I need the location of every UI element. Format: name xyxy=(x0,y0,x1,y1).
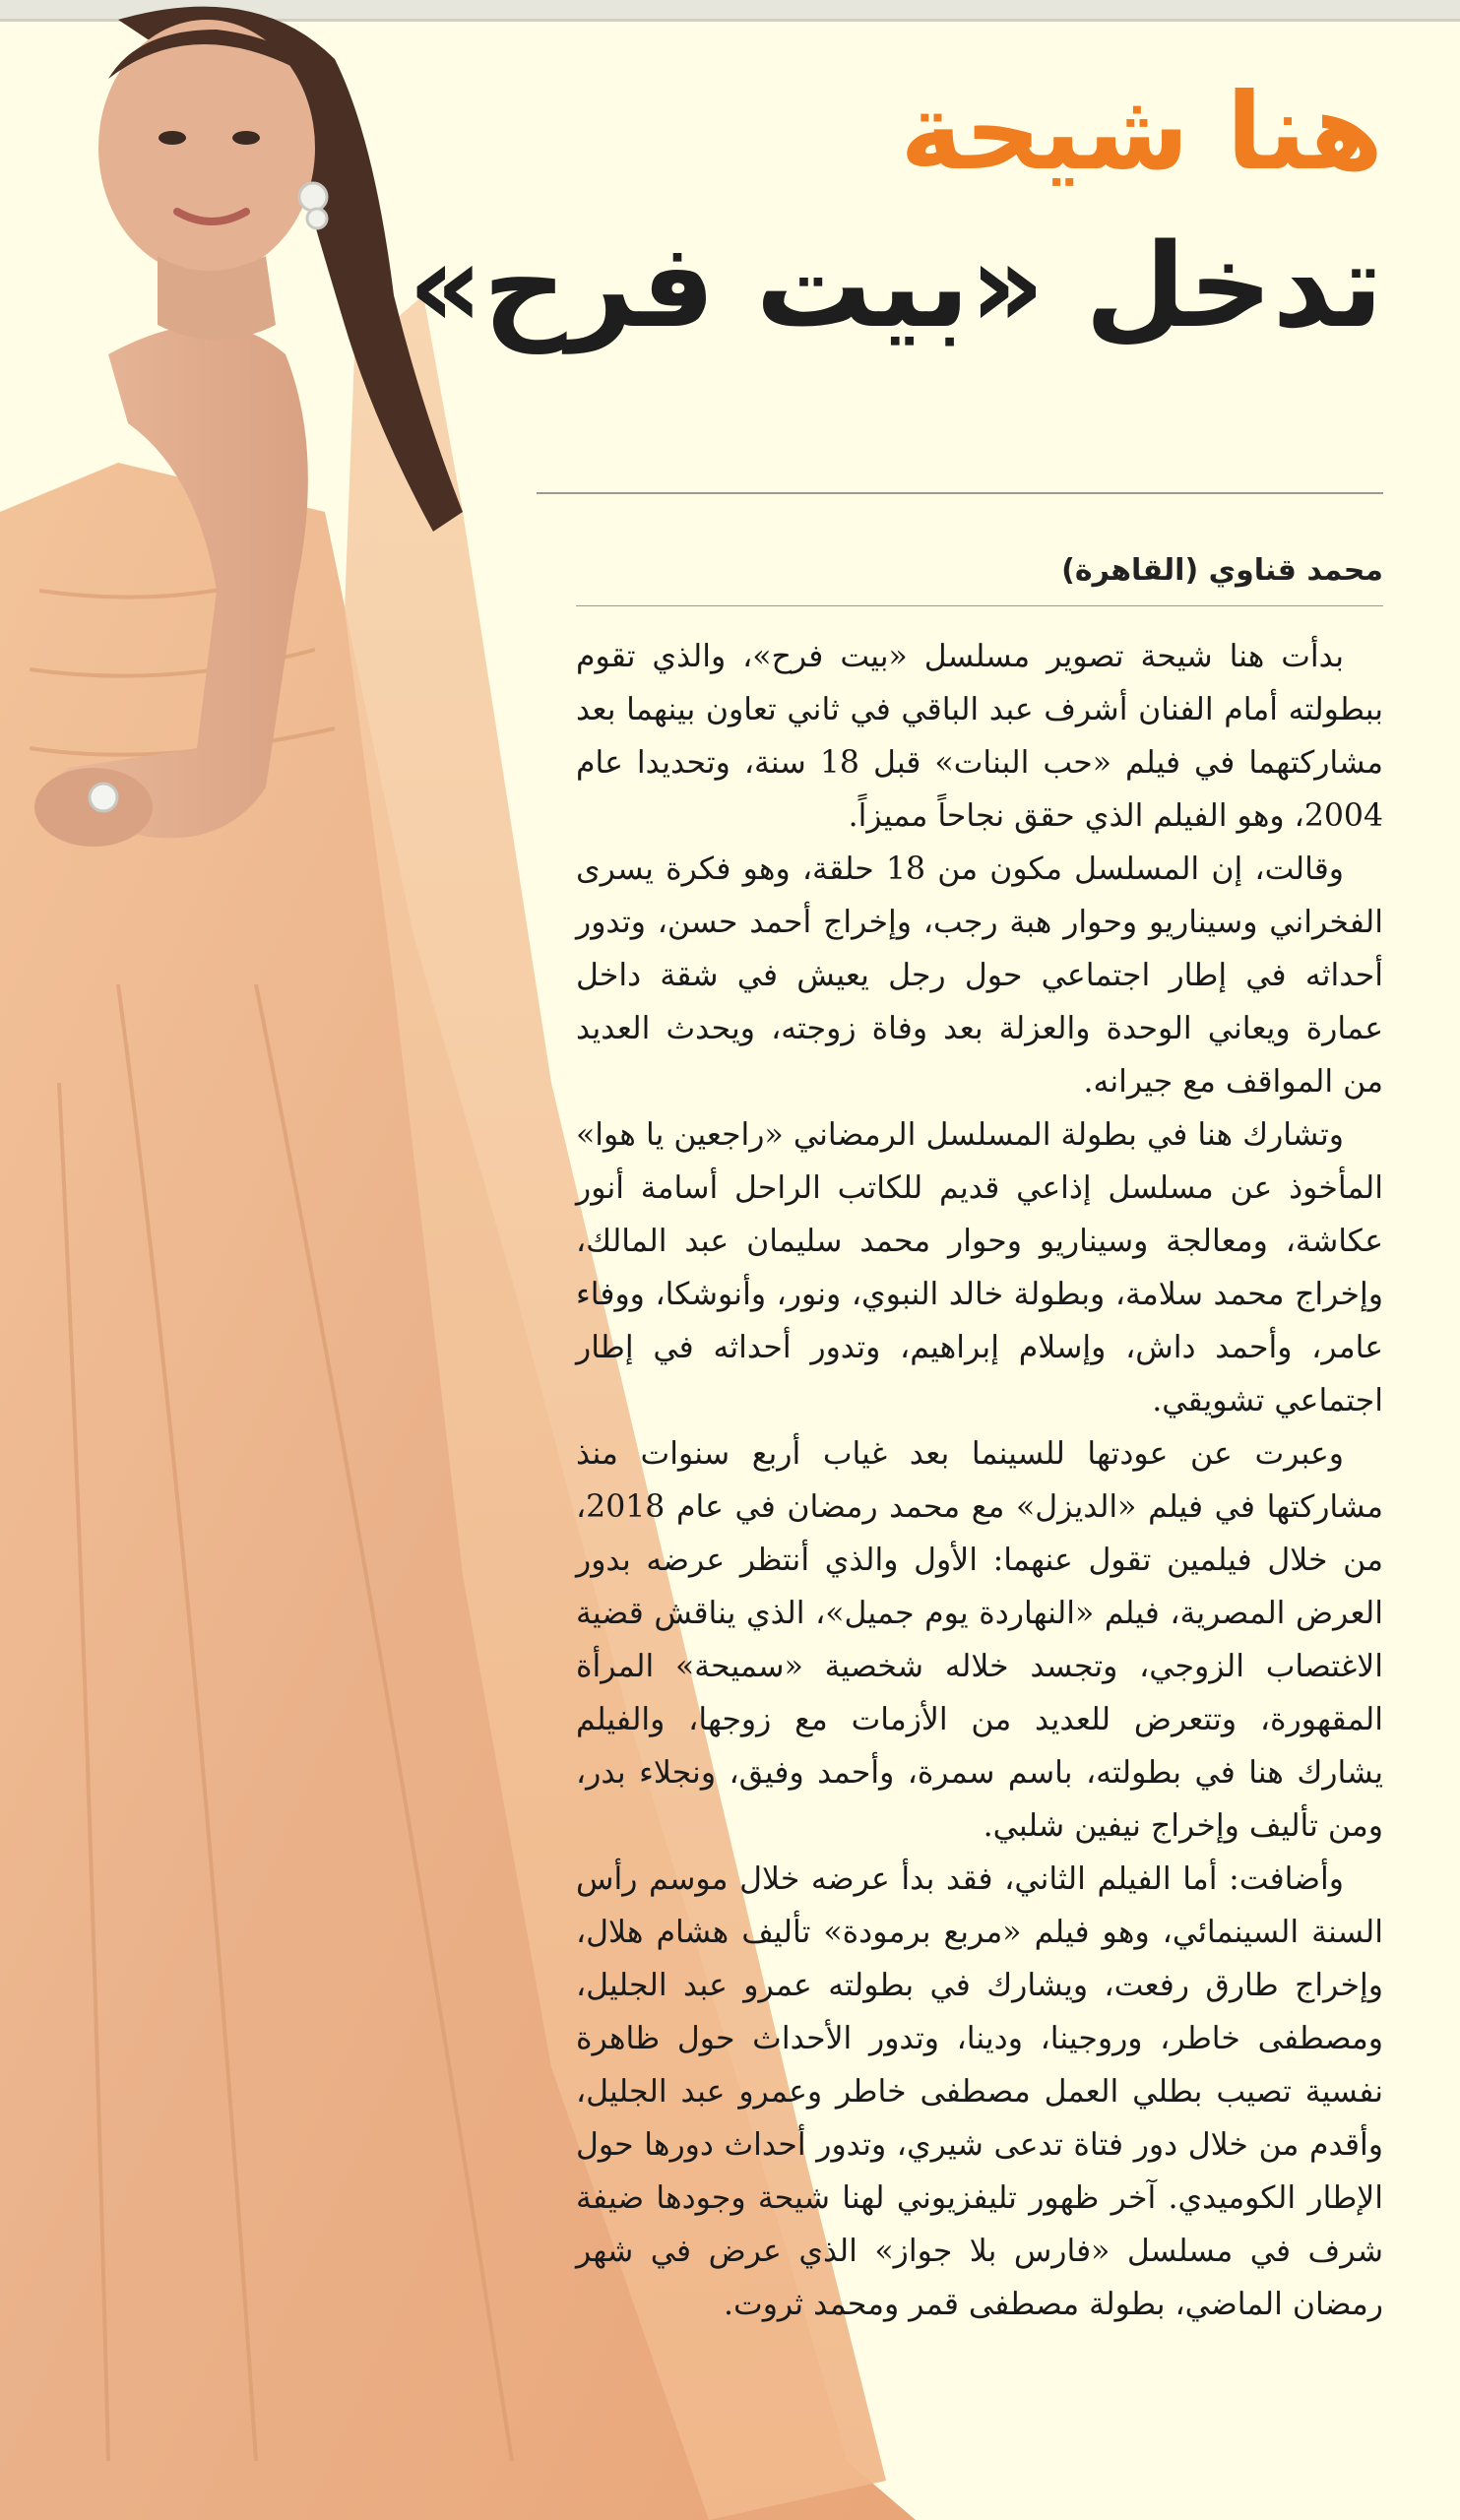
article-paragraph: وأضافت: أما الفيلم الثاني، فقد بدأ عرضه خلال موسم رأس السنة السينمائي، وهو فيلم «مربع برمودة» تأليف هشام هلال، وإخراج طارق رفعت، ويشارك في بطولته عمرو عبد الجليل، ومصطفى خاطر، وروجينا، ودينا، وتدور الأحداث حول ظاهرة نفسية تصيب بطلي العمل مصطفى خاطر وعمرو عبد الجليل، وأقدم من خلال دور فتاة تدعى شيري، وتدور أحداث دورها حول الإطار الكوميدي. آخر ظهور تليفزيوني لهنا شيحة وجودها ضيفة شرف في مسلسل «فارس بلا جواز» الذي عرض في شهر رمضان الماضي، بطولة مصطفى قمر ومحمد ثروت. xyxy=(576,1861,1383,2322)
article-paragraph: بدأت هنا شيحة تصوير مسلسل «بيت فرح»، والذي تقوم ببطولته أمام الفنان أشرف عبد الباقي في ثاني تعاون بينهما بعد مشاركتهما في فيلم «حب البنات» قبل 18 سنة، وتحديدا عام 2004، وهو الفيلم الذي حقق نجاحاً مميزاً. xyxy=(576,639,1384,834)
article-paragraph: وتشارك هنا في بطولة المسلسل الرمضاني «راجعين يا هوا» المأخوذ عن مسلسل إذاعي قديم للكاتب الراحل أسامة أنور عكاشة، ومعالجة وسيناريو وحوار محمد سليمان عبد المالك، وإخراج محمد سلامة، وبطولة خالد النبوي، ونور، وأنوشكا، ووفاء عامر، وأحمد داش، وإسلام إبراهيم، وتدور أحداثه في إطار اجتماعي تشويقي. xyxy=(576,1117,1383,1418)
byline: محمد قناوي (القاهرة) xyxy=(1061,553,1383,588)
article-paragraph: وقالت، إن المسلسل مكون من 18 حلقة، وهو فكرة يسرى الفخراني وسيناريو وحوار هبة رجب، وإخراج أحمد حسن، وتدور أحداثه في إطار اجتماعي حول رجل يعيش في شقة داخل عمارة ويعاني الوحدة والعزلة بعد وفاة زوجته، ويحدث العديد من المواقف مع جيرانه. xyxy=(576,851,1383,1100)
headline-divider xyxy=(537,492,1383,494)
headline-line-2: تدخل «بيت فرح» xyxy=(408,218,1383,353)
article-paragraph: وعبرت عن عودتها للسينما بعد غياب أربع سنوات منذ مشاركتها في فيلم «الديزل» مع محمد رمضان في عام 2018، من خلال فيلمين تقول عنهما: الأول والذي أنتظر عرضه بدور العرض المصرية، فيلم «النهاردة يوم جميل»، الذي يناقش قضية الاغتصاب الزوجي، وتجسد خلاله شخصية «سميحة» المرأة المقهورة، وتتعرض للعديد من الأزمات مع زوجها، والفيلم يشارك هنا في بطولته، باسم سمرة، وأحمد وفيق، ونجلاء بدر، ومن تأليف وإخراج نيفين شلبي. xyxy=(576,1436,1383,1844)
byline-divider xyxy=(576,605,1383,606)
article-body xyxy=(576,630,1383,2490)
headline-line-1: هنا شيحة xyxy=(900,71,1383,194)
